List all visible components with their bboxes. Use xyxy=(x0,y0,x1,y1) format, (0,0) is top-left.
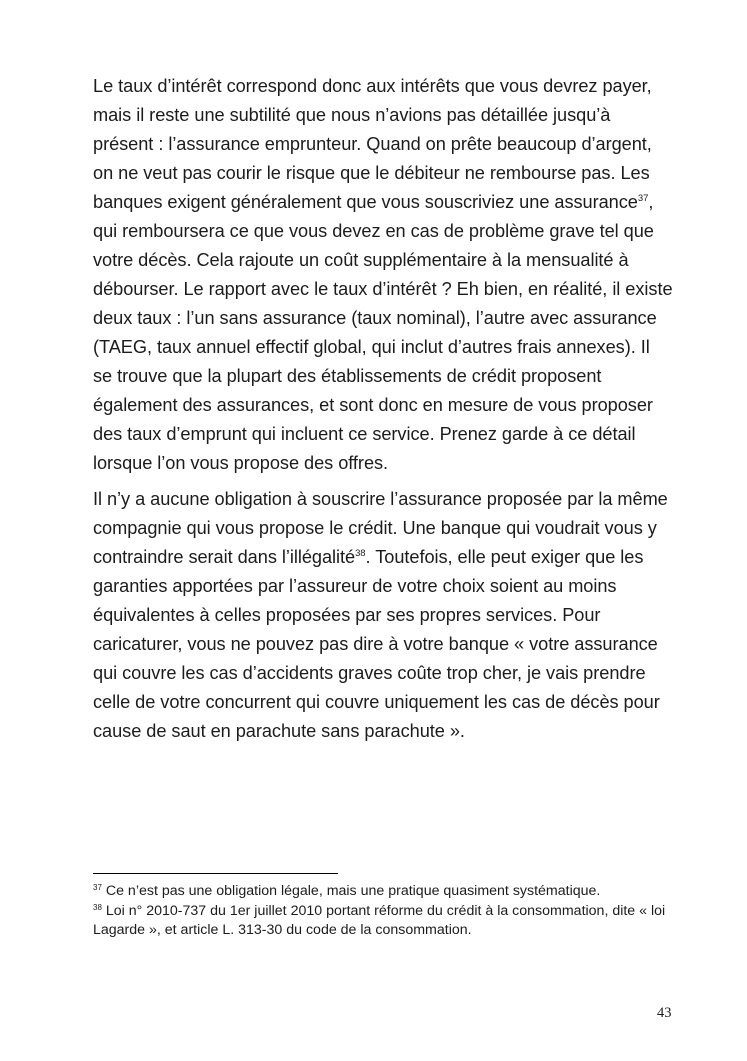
body-text xyxy=(93,72,673,746)
footnote-text: Ce n’est pas une obligation légale, mais une pratique quasiment systématique. xyxy=(101,883,601,899)
paragraph-2-text-b: . Toutefois, elle peut exiger que les garanties apportées par l’assureur de votre choix soient au moins équivalentes à celles proposées par ses propres services. Pour caricaturer, vous ne pouvez pas dire à votre banque « votre assurance qui couvre les cas d’accidents graves coûte trop cher, je vais prendre celle de votre concurrent qui couvre uniquement les cas de décès pour cause de saut en parachute sans parachute ». xyxy=(93,547,660,741)
footnote-number: 38 xyxy=(93,902,102,912)
paragraph-2-text-a: Il n’y a aucune obligation à souscrire l’assurance proposée par la même compagnie qui vous propose le crédit. Une banque qui voudrait vous y contraindre serait dans l’illégalité xyxy=(93,489,668,567)
paragraph-2 xyxy=(93,485,673,746)
footnote-ref-37[interactable]: 37 xyxy=(637,193,649,204)
footnote-38 xyxy=(93,902,678,941)
paragraph-1-text-a: Le taux d’intérêt correspond donc aux intérêts que vous devrez payer, mais il reste une subtilité que nous n’avions pas détaillée jusqu’à présent : l’assurance emprunteur. Quand on prête beaucoup d’argent, on ne veut pas courir le risque que le débiteur ne rembourse pas. Les banques exigent généralement que vous souscriviez une assurance xyxy=(93,76,652,212)
footnote-separator xyxy=(93,873,338,874)
footnote-number: 37 xyxy=(93,883,102,892)
footnote-text: Loi n° 2010-737 du 1er juillet 2010 portant réforme du crédit à la consommation, dite « loi Lagarde », et article L. 313-30 du code de la consommation. xyxy=(93,902,666,939)
footnote-ref-38[interactable]: 38 xyxy=(355,548,366,559)
paragraph-1-text-b: , qui remboursera ce que vous devez en cas de problème grave tel que votre décès. Cela rajoute un coût supplémentaire à la mensualité à débourser. Le rapport avec le taux d’intérêt ? Eh bien, en réalité, il existe deux taux : l’un sans assurance (taux nominal), l’autre avec assurance (TAEG, taux annuel effectif global, qui inclut d’autres frais annexes). Il se trouve que la plupart des établissements de crédit proposent également des assurances, et sont donc en mesure de vous proposer des taux d’emprunt qui incluent ce service. Prenez garde à ce détail lorsque l’on vous propose des offres. xyxy=(93,192,673,473)
footnotes xyxy=(93,882,678,941)
footnote-37 xyxy=(93,882,678,902)
paragraph-1 xyxy=(93,72,673,478)
page-number: 43 xyxy=(657,1005,672,1021)
